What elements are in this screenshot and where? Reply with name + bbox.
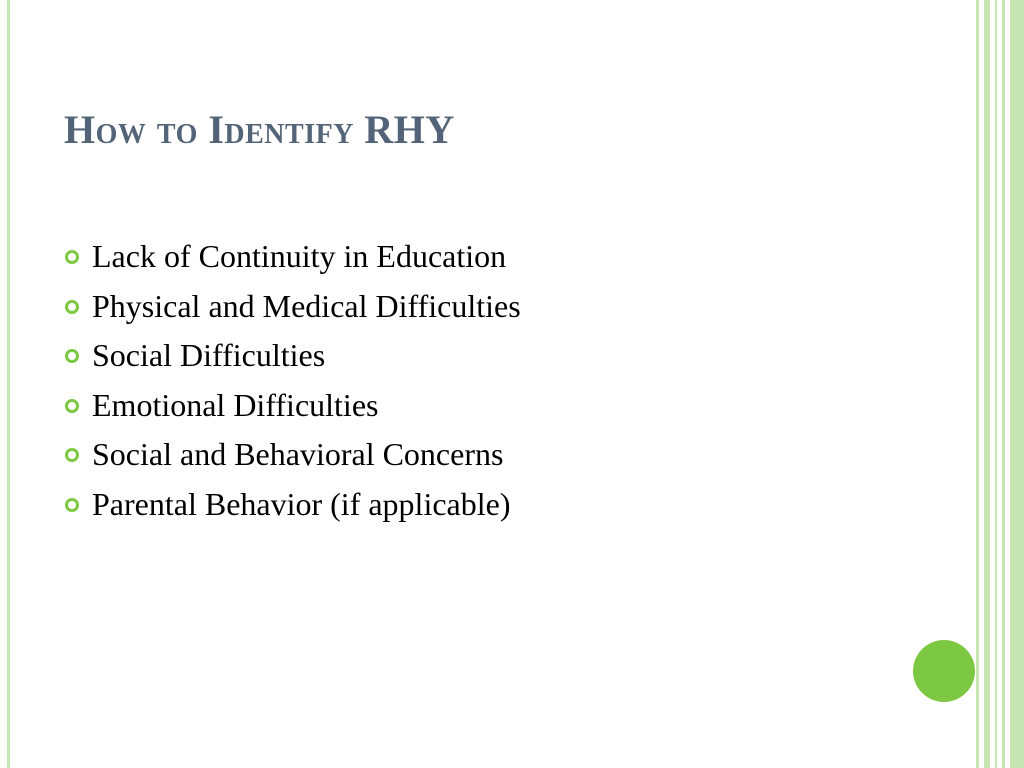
- bullet-text: Emotional Difficulties: [92, 386, 379, 423]
- green-circle-decoration-icon: [913, 640, 975, 702]
- stripe: [995, 0, 997, 768]
- circle-bullet-icon: [65, 498, 79, 512]
- stripe: [984, 0, 990, 768]
- circle-bullet-icon: [65, 250, 79, 264]
- stripe: [1002, 0, 1005, 768]
- bullet-text: Social and Behavioral Concerns: [92, 436, 504, 473]
- right-decorative-stripes: [976, 0, 1024, 768]
- bullet-text: Lack of Continuity in Education: [92, 238, 507, 274]
- bullet-text: Physical and Medical Difficulties: [92, 287, 521, 324]
- stripe: [1010, 0, 1024, 768]
- circle-bullet-icon: [65, 399, 79, 413]
- bullet-text: Parental Behavior (if applicable): [92, 485, 511, 522]
- circle-bullet-icon: [65, 349, 79, 363]
- bullet-text: Social Difficulties: [92, 337, 326, 374]
- left-border-line: [7, 0, 10, 768]
- circle-bullet-icon: [65, 300, 79, 314]
- slide-title: How to Identify RHY: [64, 107, 455, 152]
- circle-bullet-icon: [65, 448, 79, 462]
- stripe: [976, 0, 979, 768]
